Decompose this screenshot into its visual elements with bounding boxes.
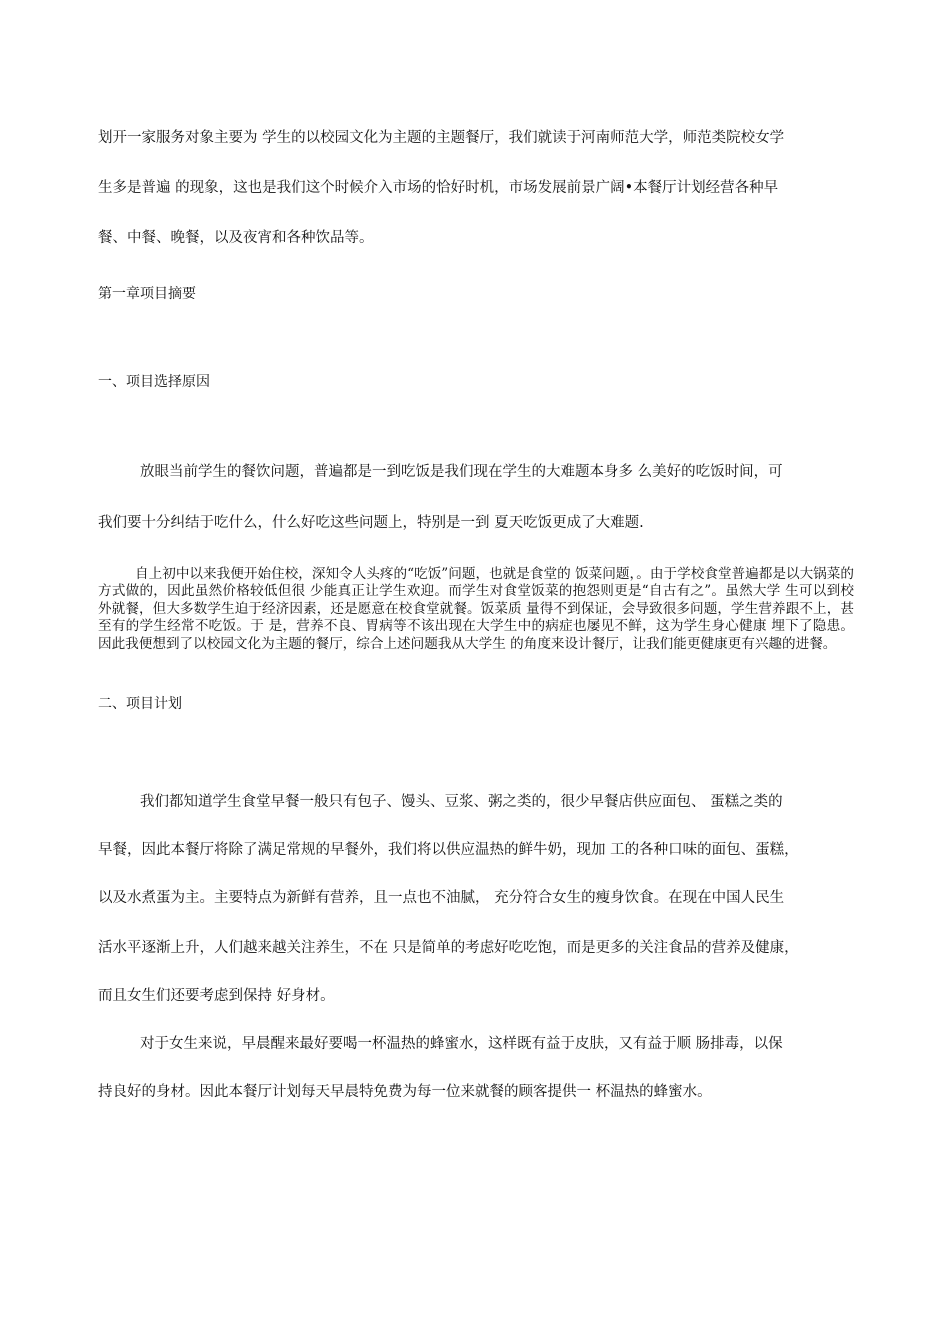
intro-line-2: 生多是普遍 的现象，这也是我们这个时候介入市场的恰好时机，市场发展前景广阔•本餐厅计划经营各种早 [98, 180, 779, 196]
section-2-para-1-line-5: 而且女生们还要考虑到保持 好身材。 [98, 988, 335, 1004]
section-2-para-1-line-3: 以及水煮蛋为主。主要特点为新鲜有营养，且一点也不油腻， 充分符合女生的瘦身饮食。在现在中国人民生 [98, 890, 785, 906]
section-2-para-1-line-4: 活水平逐渐上升，人们越来越关注养生，不在 只是简单的考虑好吃吃饱，而是更多的关注食品的营养及健康， [98, 940, 799, 956]
section-2-para-1-line-1: 我们都知道学生食堂早餐一般只有包子、馒头、豆浆、粥之类的，很少早餐店供应面包、 蛋糕之类的 [140, 794, 783, 810]
section-1-para-1-line-2: 我们要十分纠结于吃什么，什么好吃这些问题上，特别是一到 夏天吃饭更成了大难题. [98, 515, 644, 531]
intro-line-1: 划开一家服务对象主要为 学生的以校园文化为主题的主题餐厅，我们就读于河南师范大学，师范类院校女学 [98, 130, 785, 146]
section-2-para-2-line-1: 对于女生来说，早晨醒来最好要喝一杯温热的蜂蜜水，这样既有益于皮肤，又有益于顺 肠排毒，以保 [140, 1036, 783, 1052]
section-1-para-2: 自上初中以来我便开始住校，深知令人头疼的“吃饭”问题，也就是食堂的 饭菜问题，。由于学校食堂普遍都是以大锅菜的方式做的，因此虽然价格较低但很 少能真正让学生欢迎。而学生对食堂饭菜的抱怨则更是“自古有之”。虽然大学 生可以到校外就餐，但大多数学生迫于经济因素，还是愿意在校食堂就餐。饭菜质 量得不到保证，会导致很多问题，学生营养跟不上，甚至有的学生经常不吃饭。于 是，营养不良、胃病等不该出现在大学生中的病症也屡见不鲜，这为学生身心健康 埋下了隐患。因此我便想到了以校园文化为主题的餐厅，综合上述问题我从大学生 的角度来设计餐厅，让我们能更健康更有兴趣的进餐。 [98, 566, 854, 652]
section-2-para-1-line-2: 早餐，因此本餐厅将除了满足常规的早餐外，我们将以供应温热的鲜牛奶，现加 工的各种口味的面包、蛋糕， [98, 842, 799, 858]
section-2-para-2-line-2: 持良好的身材。因此本餐厅计划每天早晨特免费为每一位来就餐的顾客提供一 杯温热的蜂蜜水。 [98, 1084, 712, 1100]
intro-line-3: 餐、中餐、晚餐，以及夜宵和各种饮品等。 [98, 230, 374, 246]
chapter-title: 第一章项目摘要 [98, 286, 196, 302]
section-1-para-1-line-1: 放眼当前学生的餐饮问题，普遍都是一到吃饭是我们现在学生的大难题本身多 么美好的吃饭时间，可 [140, 464, 783, 480]
section-2-title: 二、项目计划 [98, 696, 182, 712]
section-1-title: 一、项目选择原因 [98, 374, 210, 390]
